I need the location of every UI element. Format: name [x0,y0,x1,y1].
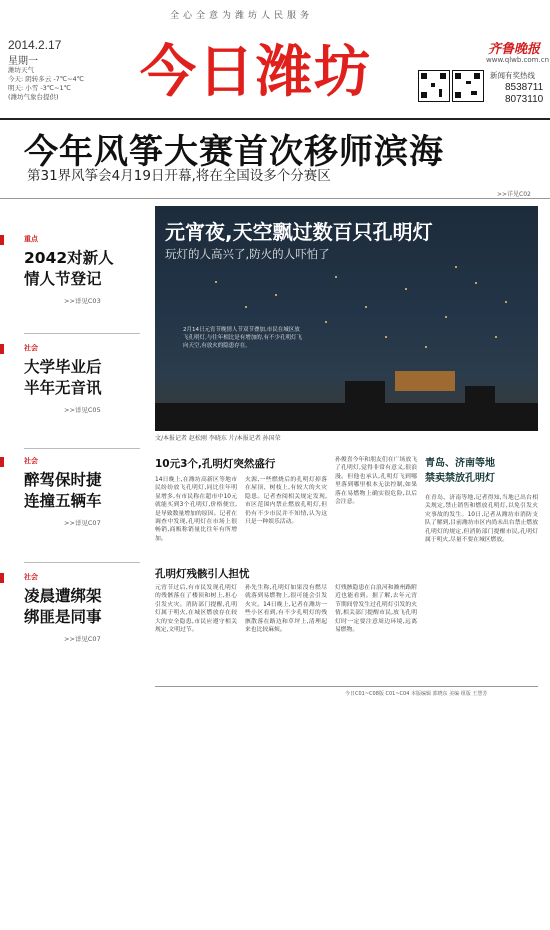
photo-title: 元宵夜,天空飘过数百只孔明灯 [165,220,433,244]
sidebar-divider [24,562,140,563]
sidebar-title: 醉驾保时捷 连撞五辆车 [24,471,102,510]
tag-marker [0,573,4,583]
sidebar-tag: 社会 [24,344,38,352]
sidebar-tag: 社会 [24,457,38,465]
story2-col2: 孙先生称,孔明灯如果没有燃尽就落到易燃物上,很可能会引发火灾。14日晚上,记者在潍坊一些小区看到,有不少孔明灯的残骸散落在路边和草坪上,清理起来也比较麻烦。 [245,585,327,634]
qr-code-icon [452,70,484,102]
story2-col3: 灯残骸隐患在白浪河和潍州路附近也能看到。据了解,去年元宵节期间曾发生过孔明灯引发的火情,相关部门提醒市民,放飞孔明灯时一定要注意周边环境,远离易燃物。 [335,585,417,634]
issue-date: 2014.2.17 [8,38,62,52]
sidebar-divider [24,333,140,334]
tag-marker [0,235,4,245]
lantern-photo [155,206,538,431]
sidebar-title: 凌晨遭绑架 绑匪是同事 [24,587,102,626]
tag-marker [0,457,4,467]
footer-rule [155,686,538,687]
sidebar-more-link[interactable]: >>详见C07 [64,519,101,527]
sidebar-item[interactable] [24,572,140,643]
tag-marker [0,344,4,354]
story1-col1: 14日晚上,在潍坊高新区等地市民纷纷放飞孔明灯,同比往年明显增多,有市民称在超市中10元就能买到3个孔明灯,价格便宜,是导致数量增加的原因。记者在调查中发现,孔明灯在市场上很畅销,商贩称销量比往年有所增加。 [155,477,237,542]
qr-code-icon [418,70,450,102]
sidebar-divider [24,448,140,449]
sidebar-title: 2042对新人 情人节登记 [24,249,114,288]
story1-col3: 孙俊喜今年和朋友们在广场放飞了孔明灯,觉得非常有意义,很浪漫。但他也承认,孔明灯飞到哪里落到哪里根本无法控制,如果落在易燃物上确实很危险,以后会注意。 [335,457,417,506]
related-body: 在青岛、济南等地,记者得知,当地已出台相关规定,禁止销售和燃放孔明灯,以免引发火灾事故的发生。10日,记者从潍坊市消防支队了解到,目前潍坊市区内尚未出台禁止燃放孔明灯的规定,但消防部门提醒市民,孔明灯属于明火,尽量不要在城区燃放。 [425,495,538,544]
sidebar-more-link[interactable]: >>详见C07 [64,635,101,643]
weather-tomorrow: 明天: 小雪 -3℃~1℃ [8,84,71,92]
slogan: 全心全意为潍坊人民服务 [170,11,314,21]
hotline-label: 新闻有奖热线 [490,71,535,80]
lead-headline[interactable]: 今年风筝大赛首次移师滨海 [24,132,444,172]
weekday: 星期一 [8,56,38,67]
story1-col2: 火源,一些燃烧后的孔明灯掉落在屋顶、树枝上,有较大的火灾隐患。记者查阅相关规定发现,市区范围内禁止燃放孔明灯,但仍有不少市民并不知情,认为这只是一种娱乐活动。 [245,477,327,526]
related-box [425,456,538,676]
sidebar-item[interactable] [24,456,140,527]
sidebar-item[interactable] [24,343,140,414]
photo-subtitle: 玩灯的人高兴了,防火的人吓怕了 [165,247,330,261]
hotline-phone-2: 8073110 [505,94,544,105]
weather-today: 今天: 阴转多云 -7℃~4℃ [8,75,84,83]
page-footer: 今日C01~C08版 C01~C04 本版编辑 郭晓东 美编 组版 王慧芳 [345,691,488,697]
story2-col1: 元宵节过后,有市民发现孔明灯的残骸落在了楼顶和树上,担心引发火灾。消防部门提醒,孔明灯属于明火,在城区燃放存在较大的安全隐患,市民应遵守相关规定,文明过节。 [155,585,237,634]
weather-title: 潍坊天气 [8,66,34,74]
photo-caption: 2月14日元宵节晚情人节双节叠加,市民在城区放飞孔明灯,与往年相比是有增加的,有不少孔明灯飞向天空,有放火的隐患存在。 [183,327,302,349]
sidebar-tag: 社会 [24,573,38,581]
lead-rule [0,198,550,199]
sidebar-title: 大学毕业后 半年无音讯 [24,358,102,397]
sidebar-more-link[interactable]: >>详见C05 [64,406,101,414]
weather-source: (潍坊气象台提供) [8,93,59,101]
related-title[interactable]: 青岛、济南等地 禁卖禁放孔明灯 [425,458,495,484]
story1-title[interactable]: 10元3个,孔明灯突然盛行 [155,458,276,470]
photo-credit: 文/本报记者 赵松刚 李晓东 片/本报记者 孙国荣 [155,435,281,442]
website: www.qlwb.com.cn [486,56,549,64]
sidebar-tag: 重点 [24,235,38,243]
lit-building [395,371,455,391]
lead-more-link[interactable]: >>详见C02 [497,191,531,198]
brand-logo: 齐鲁晚报 [488,42,541,57]
story2-title[interactable]: 孔明灯残骸引人担忧 [155,568,250,580]
sidebar-item[interactable] [24,234,140,305]
masthead-title: 今日潍坊 [140,40,372,105]
sidebar-more-link[interactable]: >>详见C03 [64,297,101,305]
hotline-phone-1: 8538711 [505,82,544,93]
header-rule [0,118,550,120]
lead-subhead: 第31界风筝会4月19日开幕,将在全国设多个分赛区 [27,168,331,184]
